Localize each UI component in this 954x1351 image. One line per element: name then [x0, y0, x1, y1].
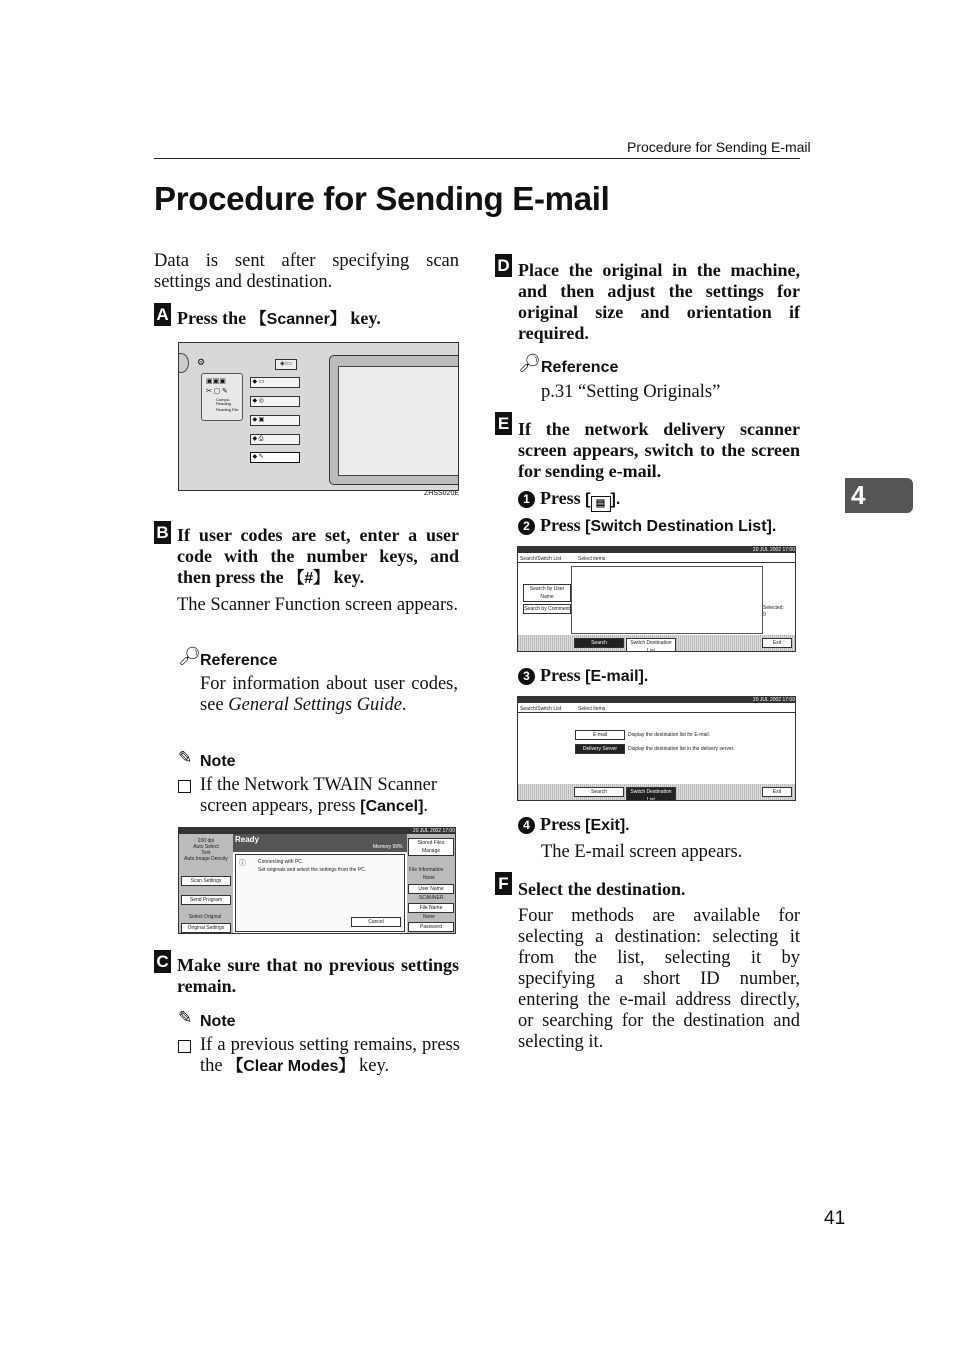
- twain-date: 20 JUL 2002 17:00: [179, 828, 455, 834]
- step-2-reference-text: For information about user codes, see General Settings Guide.: [200, 674, 458, 715]
- chapter-tab: 4: [845, 478, 913, 513]
- switch-destination-list-button: Switch Destination List: [626, 787, 676, 801]
- hash-key: 【#】: [288, 570, 330, 587]
- switch-list-screen-1: 20 JUL 2002 17:00 Search/Switch List Select items. Search by User Name Search by Comment Selected: 0 Search Switch Destination List Exit: [517, 546, 796, 652]
- twain-dialog: ⓘ Connecting with PC. Set originals and select the settings from the PC. Cancel: [235, 854, 405, 932]
- step-4-number: D: [495, 254, 512, 277]
- step-2-body: The Scanner Function screen appears.: [177, 595, 458, 615]
- exit-button: Exit: [762, 638, 792, 648]
- destination-list-area: [571, 566, 763, 634]
- step-2-text: If user codes are set, enter a user code with the number keys, and then press the 【#】 key.: [177, 525, 459, 587]
- step-6-number: F: [495, 872, 512, 895]
- step-2-note-text: If the Network TWAIN Scanner screen appears, press [Cancel].: [200, 775, 437, 816]
- panel-key-server: ◆ ◎: [250, 396, 300, 407]
- step-5-sub-1: 1 Press [ ▤ ].: [518, 488, 800, 512]
- twain-original-settings: Original Settings: [181, 923, 231, 933]
- switch-destination-list-button: Switch Destination List: [626, 638, 676, 652]
- twain-status-bar: [233, 834, 407, 852]
- step-5-sub-3: 3 Press [E-mail].: [518, 665, 800, 687]
- page-title: Procedure for Sending E-mail: [154, 180, 610, 217]
- checkbox-icon: [178, 1040, 199, 1058]
- control-panel-figure: [178, 342, 459, 491]
- twain-screen-figure: [178, 827, 456, 934]
- step-3-note-text: If a previous setting remains, press the 【Clear Modes】 key.: [200, 1035, 460, 1076]
- checkbox-icon: [178, 780, 199, 798]
- step-5-sub-2: 2 Press [Switch Destination List].: [518, 515, 800, 537]
- destination-list-icon: ▤: [591, 496, 611, 512]
- panel-top-button: ◈/▭: [275, 359, 297, 370]
- step-4-reference-text: p.31 “Setting Originals”: [541, 382, 721, 402]
- panel-icon: ⚙: [197, 357, 206, 367]
- twain-right-panel: Stored Files Manage File Information None User Name SCANNER File Name None Password: [407, 834, 455, 933]
- step-3-number: C: [154, 950, 171, 973]
- reference-icon: 🔎︎: [518, 353, 541, 373]
- step-3-note-heading: Note: [200, 1013, 236, 1030]
- step-4-text: Place the original in the machine, and then adjust the settings for original size and orientation if required.: [518, 260, 800, 343]
- step-5-sub-4: 4 Press [Exit].: [518, 814, 800, 836]
- step-5-number: E: [495, 412, 512, 435]
- scanner-key: 【Scanner】: [250, 311, 346, 328]
- step-5-text: If the network delivery scanner screen appears, switch to the screen for sending e-mail.: [518, 419, 800, 481]
- twain-send-program: Send Program: [181, 895, 231, 905]
- step-6-text: Select the destination.: [518, 879, 686, 899]
- page-number: 41: [824, 1208, 846, 1229]
- step-5-sub-4-body: The E-mail screen appears.: [541, 842, 743, 862]
- twain-memory: Memory 99%: [373, 844, 403, 850]
- running-header: Procedure for Sending E-mail: [627, 139, 811, 155]
- twain-scan-settings: Scan Settings: [181, 876, 231, 886]
- note-pencil-icon: ✎: [178, 748, 193, 767]
- header-rule: [154, 158, 800, 159]
- delivery-server-button: Delivery Server: [575, 744, 625, 754]
- step-6-body: Four methods are available for selecting a destination: selecting it from the list, selecting it by specifying a short ID number, entering the e-mail address directly, or searching for the destination and selecting it.: [518, 906, 800, 1052]
- panel-function-icons: ▣▣▣ ✂ ▢ ✎ Compo-Reading Reading File: [201, 373, 243, 421]
- panel-knob: [178, 353, 189, 373]
- search-button: Search: [574, 787, 624, 797]
- panel-key-copy: ◆ ▭: [250, 377, 300, 388]
- switch-list-screen-2: 20 JUL 2002 17:00 Search/Switch List Select items. E-mail Display the destination list for E-mail. Delivery Server Display the destination list in the delivery server. Search Switch Destination List Exit: [517, 696, 796, 801]
- step-1-text: Press the 【Scanner】 key.: [177, 308, 381, 328]
- step-2-number: B: [154, 521, 171, 544]
- panel-key-scanner: ◆ ✎: [250, 452, 300, 463]
- search-by-comment-button: Search by Comment: [524, 606, 570, 612]
- exit-button: Exit: [762, 787, 792, 797]
- twain-left-panel: 200 dpi Auto Select Text Auto Image Density Scan Settings Send Program Select Original Original Settings: [179, 834, 233, 933]
- step-2-note-heading: Note: [200, 753, 236, 770]
- reference-icon: 🔎︎: [178, 646, 201, 666]
- panel-key-printer: ◆ ⎙: [250, 434, 300, 445]
- panel-display-bezel: [329, 355, 459, 485]
- intro-paragraph: Data is sent after specifying scan settings and destination.: [154, 251, 459, 292]
- twain-status: Ready: [235, 835, 260, 844]
- panel-figure-caption: ZHSS020E: [424, 490, 460, 497]
- step-1-number: A: [154, 303, 171, 326]
- step-3-text: Make sure that no previous settings remain.: [177, 955, 459, 996]
- panel-display: [338, 366, 459, 476]
- step-4-reference-heading: Reference: [541, 359, 619, 376]
- panel-key-fax: ◆ ▣: [250, 415, 300, 426]
- step-2-reference-heading: Reference: [200, 652, 278, 669]
- email-button: E-mail: [575, 730, 625, 740]
- note-pencil-icon: ✎: [178, 1008, 193, 1027]
- twain-cancel-button: Cancel: [351, 917, 401, 927]
- search-by-user-name-button: Search by User Name: [523, 584, 571, 602]
- search-button: Search: [574, 638, 624, 648]
